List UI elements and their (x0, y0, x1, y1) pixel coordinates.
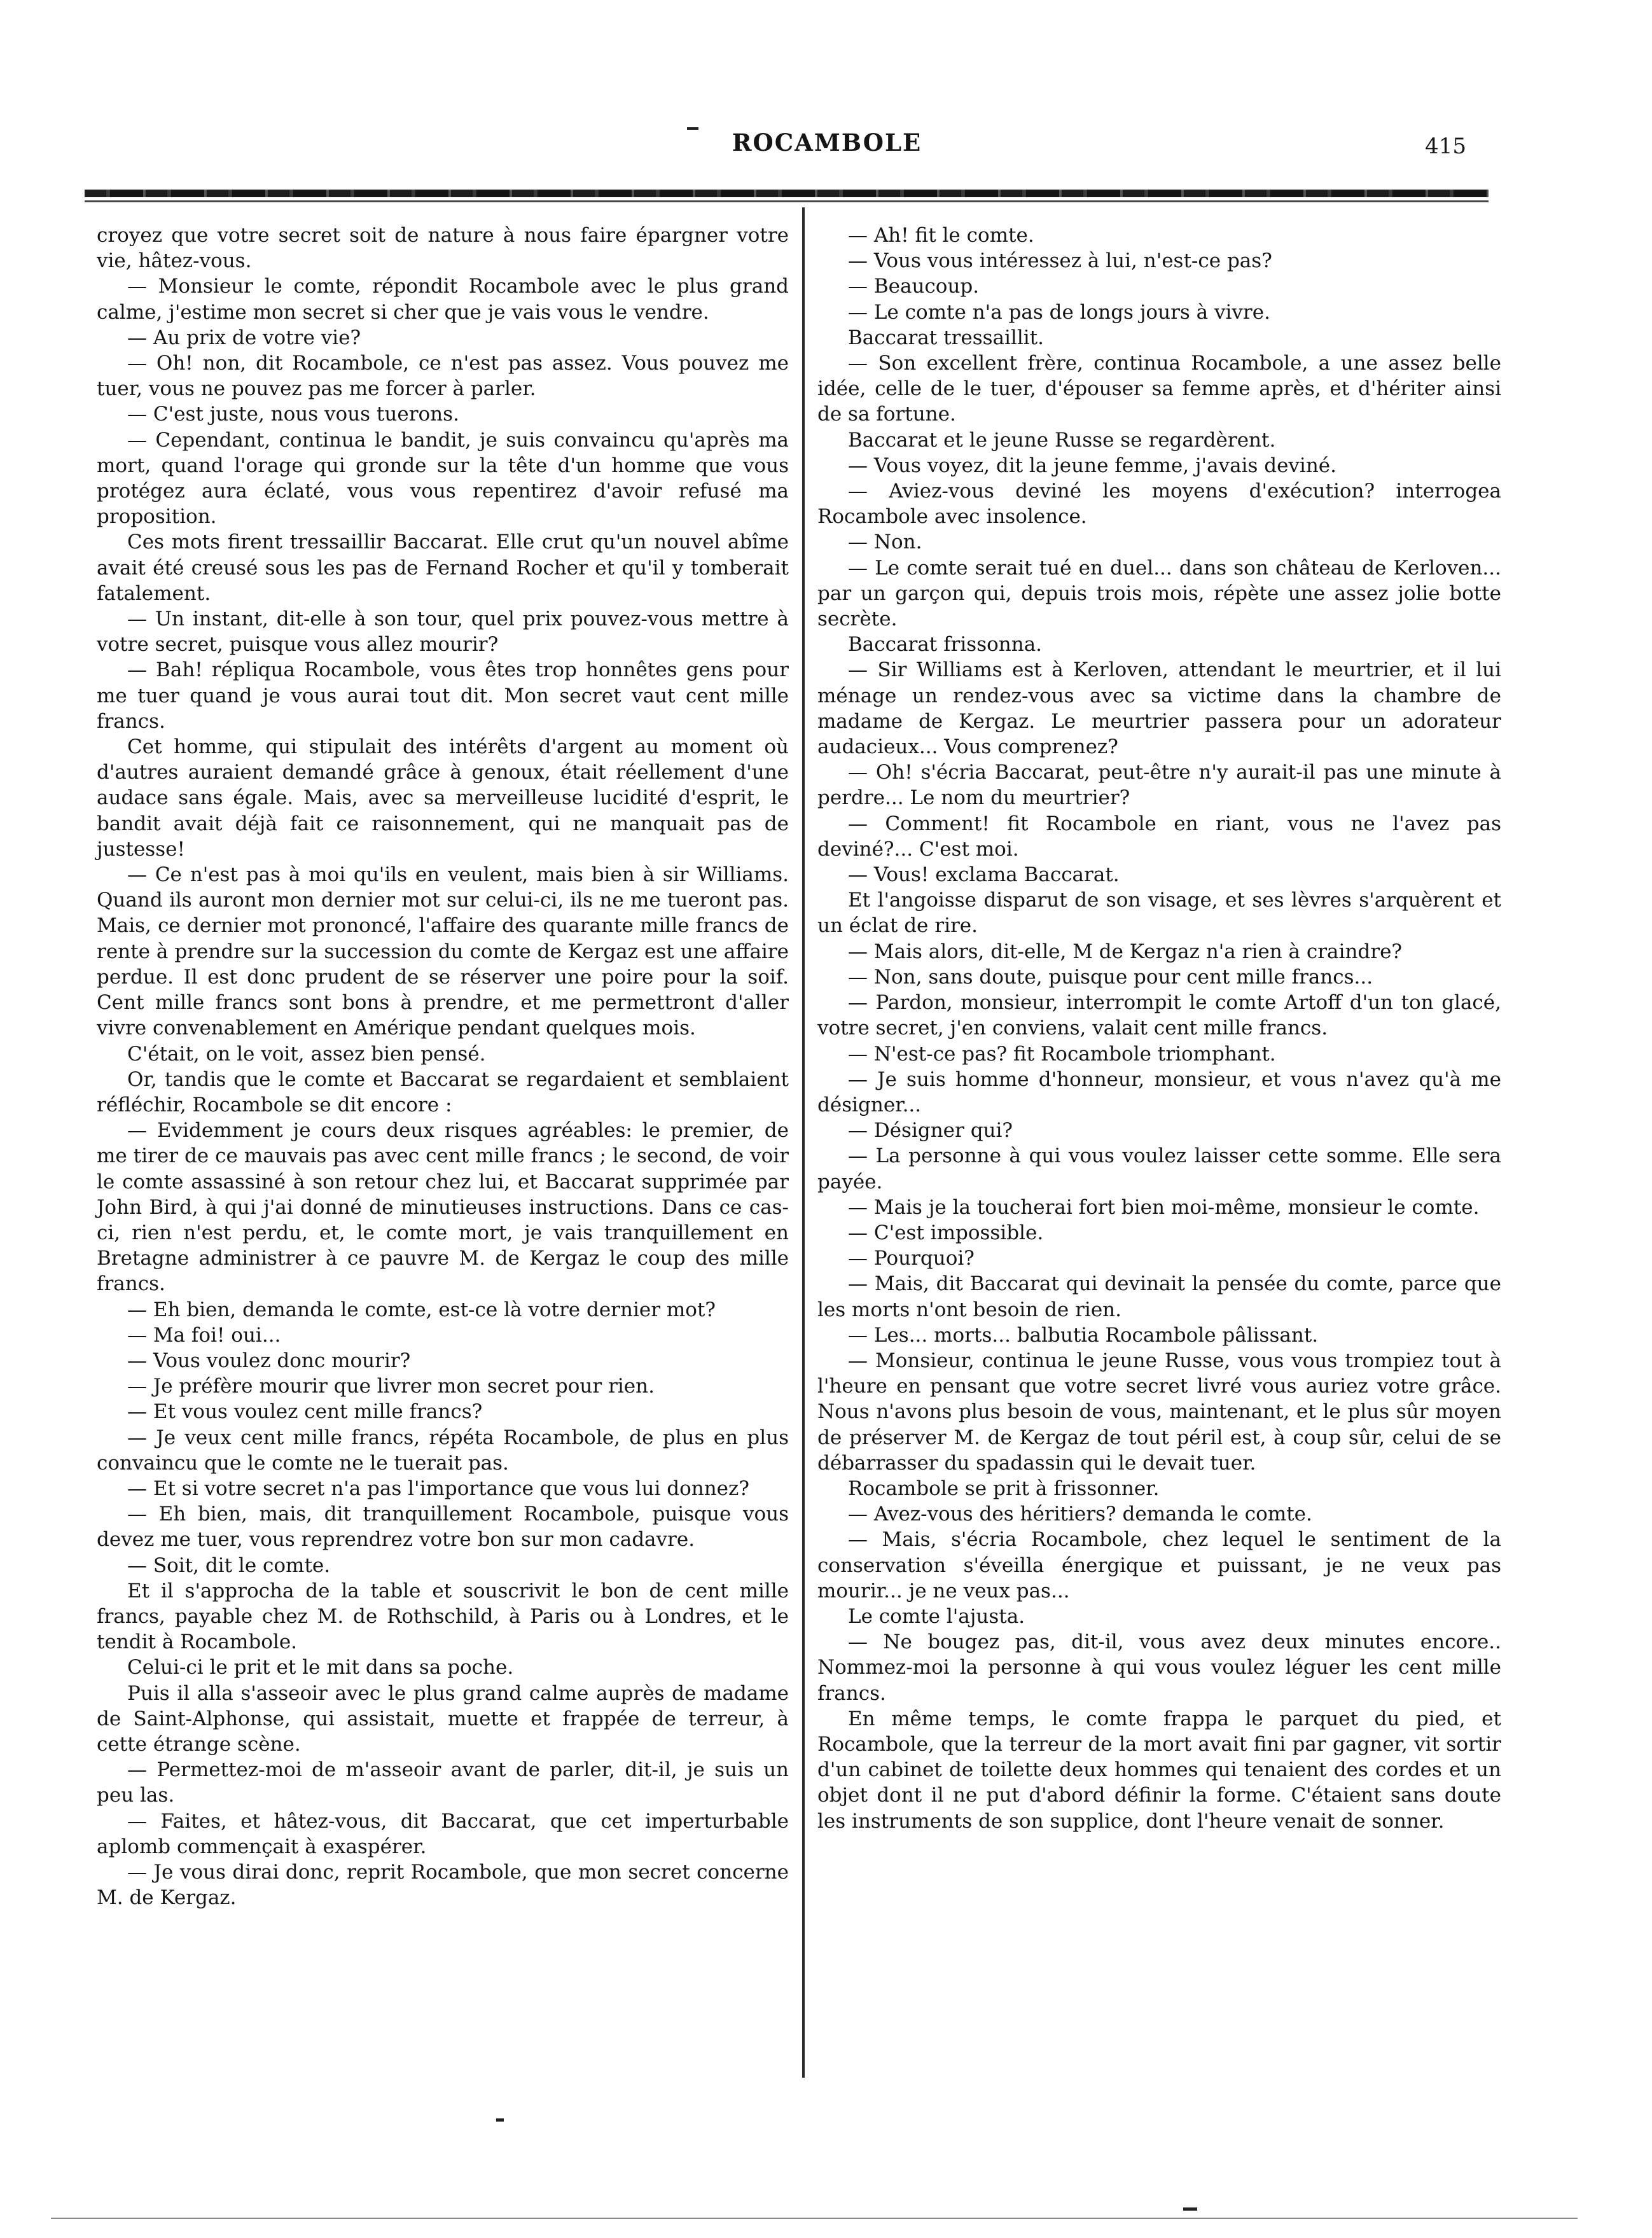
paragraph: — Ma foi! oui... (127, 1323, 281, 1347)
paragraph: Ces mots firent tressaillir Baccarat. Elle crut qu'un nouvel abîme avait été creusé sous les pas de Fernand Rocher et qu'il y tomberait fatalement. (97, 531, 789, 605)
paragraph: — Ne bougez pas, dit-il, vous avez deux minutes encore.. Nommez-moi la personne à qui vous voulez léguer les cent mille francs. (817, 1630, 1501, 1705)
paragraph: — Soit, dit le comte. (127, 1553, 331, 1577)
column-divider (802, 207, 805, 2078)
paragraph: — Avez-vous des héritiers? demanda le comte. (848, 1503, 1312, 1526)
paragraph: — Je préfère mourir que livrer mon secret pour rien. (127, 1375, 655, 1398)
paragraph: — Monsieur, continua le jeune Russe, vous vous trompiez tout à l'heure en pensant que votre secret livré vous auriez votre grâce. Nous n'avons plus besoin de vous, maintenant, et le plus sûr moyen de préserver M. de Kergaz de tout péril est, à coup sûr, celui de se débarrasser du spadassin qui le devait tuer. (817, 1349, 1501, 1475)
paragraph: Baccarat frissonna. (848, 633, 1043, 657)
paragraph: Et il s'approcha de la table et souscrivit le bon de cent mille francs, payable chez M. de Rothschild, à Paris ou à Londres, et le tendit à Rocambole. (97, 1579, 789, 1654)
paragraph: Baccarat et le jeune Russe se regardèrent. (848, 428, 1276, 452)
running-title: ROCAMBOLE (732, 129, 922, 156)
paragraph: — Non, sans doute, puisque pour cent mille francs... (848, 965, 1373, 989)
paragraph: — Evidemment je cours deux risques agréables: le premier, de me tirer de ce mauvais pas avec cent mille francs ; le second, de voir le comte assassiné à son retour chez lui, et Baccarat supprimée par John Bird, à qui j'ai donné de minutieuses instructions. Dans ce cas-ci, rien n'est perdu, et, le comte mort, je vais tranquillement en Bretagne administrer à ce pauvre M. de Kergaz le coup des mille francs. (97, 1119, 789, 1296)
paragraph: En même temps, le comte frappa le parquet du pied, et Rocambole, que la terreur de la mort avait fini par gagner, vit sortir d'un cabinet de toilette deux hommes qui tenaient des cordes et un objet dont il ne put d'abord définir la forme. C'étaient sans doute les instruments de son supplice, dont l'heure venait de sonner. (817, 1707, 1501, 1833)
paragraph: — Mais alors, dit-elle, M de Kergaz n'a rien à craindre? (848, 940, 1403, 963)
paragraph: Or, tandis que le comte et Baccarat se regardaient et semblaient réfléchir, Rocambole se dit encore : (97, 1067, 789, 1116)
paragraph: — La personne à qui vous voulez laisser cette somme. Elle sera payée. (817, 1144, 1501, 1193)
paragraph: — Sir Williams est à Kerloven, attendant le meurtrier, et il lui ménage un rendez-vous avec sa victime dans la chambre de madame de Kergaz. Le meurtrier passera pour un adorateur audacieux... Vous comprenez? (817, 658, 1501, 759)
header-rule-thin (85, 200, 1489, 202)
paragraph: — Permettez-moi de m'asseoir avant de parler, dit-il, je suis un peu las. (97, 1758, 789, 1807)
paragraph: — Je veux cent mille francs, répéta Rocambole, de plus en plus convaincu que le comte ne le tuerait pas. (97, 1426, 789, 1475)
paragraph: — Le comte serait tué en duel... dans son château de Kerloven... par un garçon qui, depuis trois mois, répète une assez jolie botte secrète. (817, 556, 1501, 631)
header-rule (85, 190, 1489, 197)
scan-speck (1183, 2207, 1197, 2211)
paragraph: Cet homme, qui stipulait des intérêts d'argent au moment où d'autres auraient demandé grâce à genoux, était réellement d'une audace sans égale. Mais, avec sa merveilleuse lucidité d'esprit, le bandit avait déjà fait ce raisonnement, qui ne manquait pas de justesse! (97, 735, 789, 861)
paragraph: Rocambole se prit à frissonner. (848, 1477, 1160, 1500)
paragraph: — Ah! fit le comte. (848, 224, 1034, 247)
paragraph: — Mais, s'écria Rocambole, chez lequel le sentiment de la conservation s'éveilla énergique et puissant, je ne veux pas mourir... je ne veux pas... (817, 1528, 1501, 1602)
paragraph: — Bah! répliqua Rocambole, vous êtes trop honnêtes gens pour me tuer quand je vous aurai tout dit. Mon secret vaut cent mille francs. (97, 658, 789, 733)
paragraph: croyez que votre secret soit de nature à nous faire épargner votre vie, hâtez-vous. (97, 224, 789, 273)
paragraph: — Les... morts... balbutia Rocambole pâlissant. (848, 1323, 1319, 1347)
paragraph: — Aviez-vous deviné les moyens d'exécution? interrogea Rocambole avec insolence. (817, 480, 1501, 529)
paragraph: — Mais, dit Baccarat qui devinait la pensée du comte, parce que les morts n'ont besoin de rien. (817, 1272, 1501, 1321)
paragraph: — C'est impossible. (848, 1221, 1044, 1244)
paragraph: — N'est-ce pas? fit Rocambole triomphant. (848, 1042, 1276, 1066)
paragraph: — Vous voulez donc mourir? (127, 1349, 411, 1372)
paragraph: — Pardon, monsieur, interrompit le comte Artoff d'un ton glacé, votre secret, j'en conviens, valait cent mille francs. (817, 991, 1501, 1040)
paragraph: Le comte l'ajusta. (848, 1604, 1025, 1628)
paragraph: — Non. (848, 531, 922, 554)
paragraph: — Je suis homme d'honneur, monsieur, et vous n'avez qu'à me désigner... (817, 1067, 1501, 1116)
paragraph: — Vous! exclama Baccarat. (848, 863, 1120, 887)
scan-speck (687, 127, 698, 130)
paragraph: — Cependant, continua le bandit, je suis convaincu qu'après ma mort, quand l'orage qui gronde sur la tête d'un homme que vous protégez aura éclaté, vous vous repentirez d'avoir refusé ma proposition. (97, 428, 789, 529)
paragraph: Et l'angoisse disparut de son visage, et ses lèvres s'arquèrent et un éclat de rire. (817, 889, 1501, 938)
paragraph: — Vous vous intéressez à lui, n'est-ce pas? (848, 249, 1272, 273)
paragraph: — C'est juste, nous vous tuerons. (127, 403, 459, 426)
right-column (817, 223, 1501, 1834)
paragraph: — Et vous voulez cent mille francs? (127, 1400, 483, 1424)
paragraph: — Monsieur le comte, répondit Rocambole avec le plus grand calme, j'estime mon secret si cher que je vais vous le vendre. (97, 275, 789, 324)
left-column (97, 223, 789, 1910)
paragraph: — Pourquoi? (848, 1247, 975, 1270)
paragraph: — Comment! fit Rocambole en riant, vous ne l'avez pas deviné?... C'est moi. (817, 812, 1501, 861)
scan-speck (51, 2218, 1578, 2219)
paragraph: — Oh! non, dit Rocambole, ce n'est pas assez. Vous pouvez me tuer, vous ne pouvez pas me forcer à parler. (97, 352, 789, 401)
paragraph: — Au prix de votre vie? (127, 326, 361, 349)
paragraph: — Un instant, dit-elle à son tour, quel prix pouvez-vous mettre à votre secret, puisque vous allez mourir? (97, 608, 789, 657)
paragraph: — Oh! s'écria Baccarat, peut-être n'y aurait-il pas une minute à perdre... Le nom du meurtrier? (817, 761, 1501, 810)
paragraph: — Et si votre secret n'a pas l'importance que vous lui donnez? (127, 1477, 749, 1500)
scan-speck (496, 2118, 504, 2122)
paragraph: — Beaucoup. (848, 275, 980, 298)
paragraph: — Eh bien, demanda le comte, est-ce là votre dernier mot? (127, 1298, 716, 1321)
paragraph: — Eh bien, mais, dit tranquillement Rocambole, puisque vous devez me tuer, vous reprendrez votre bon sur mon cadavre. (97, 1503, 789, 1552)
paragraph: — Le comte n'a pas de longs jours à vivre. (848, 300, 1270, 324)
paragraph: — Désigner qui? (848, 1119, 1013, 1143)
paragraph: C'était, on le voit, assez bien pensé. (127, 1042, 486, 1066)
paragraph: — Vous voyez, dit la jeune femme, j'avais deviné. (848, 454, 1337, 477)
paragraph: — Mais je la toucherai fort bien moi-même, monsieur le comte. (848, 1195, 1480, 1219)
paragraph: Baccarat tressaillit. (848, 326, 1044, 349)
page-number: 415 (1425, 134, 1466, 159)
paragraph: — Je vous dirai donc, reprit Rocambole, que mon secret concerne M. de Kergaz. (97, 1861, 789, 1910)
paragraph: Puis il alla s'asseoir avec le plus grand calme auprès de madame de Saint-Alphonse, qui assistait, muette et frappée de terreur, à cette étrange scène. (97, 1681, 789, 1756)
paragraph: — Ce n'est pas à moi qu'ils en veulent, mais bien à sir Williams. Quand ils auront mon dernier mot sur celui-ci, ils ne me tueront pas. Mais, ce dernier mot prononcé, l'affaire des quarante mille francs de rente à prendre sur la succession du comte de Kergaz est une affaire perdue. Il est donc prudent de se réserver une poire pour la soif. Cent mille francs sont bons à prendre, et me permettront d'aller vivre convenablement en Amérique pendant quelques mois. (97, 863, 789, 1040)
paragraph: — Faites, et hâtez-vous, dit Baccarat, que cet imperturbable aplomb commençait à exaspérer. (97, 1809, 789, 1858)
paragraph: Celui-ci le prit et le mit dans sa poche. (127, 1656, 514, 1679)
paragraph: — Son excellent frère, continua Rocambole, a une assez belle idée, celle de le tuer, d'épouser sa femme après, et d'hériter ainsi de sa fortune. (817, 352, 1501, 426)
